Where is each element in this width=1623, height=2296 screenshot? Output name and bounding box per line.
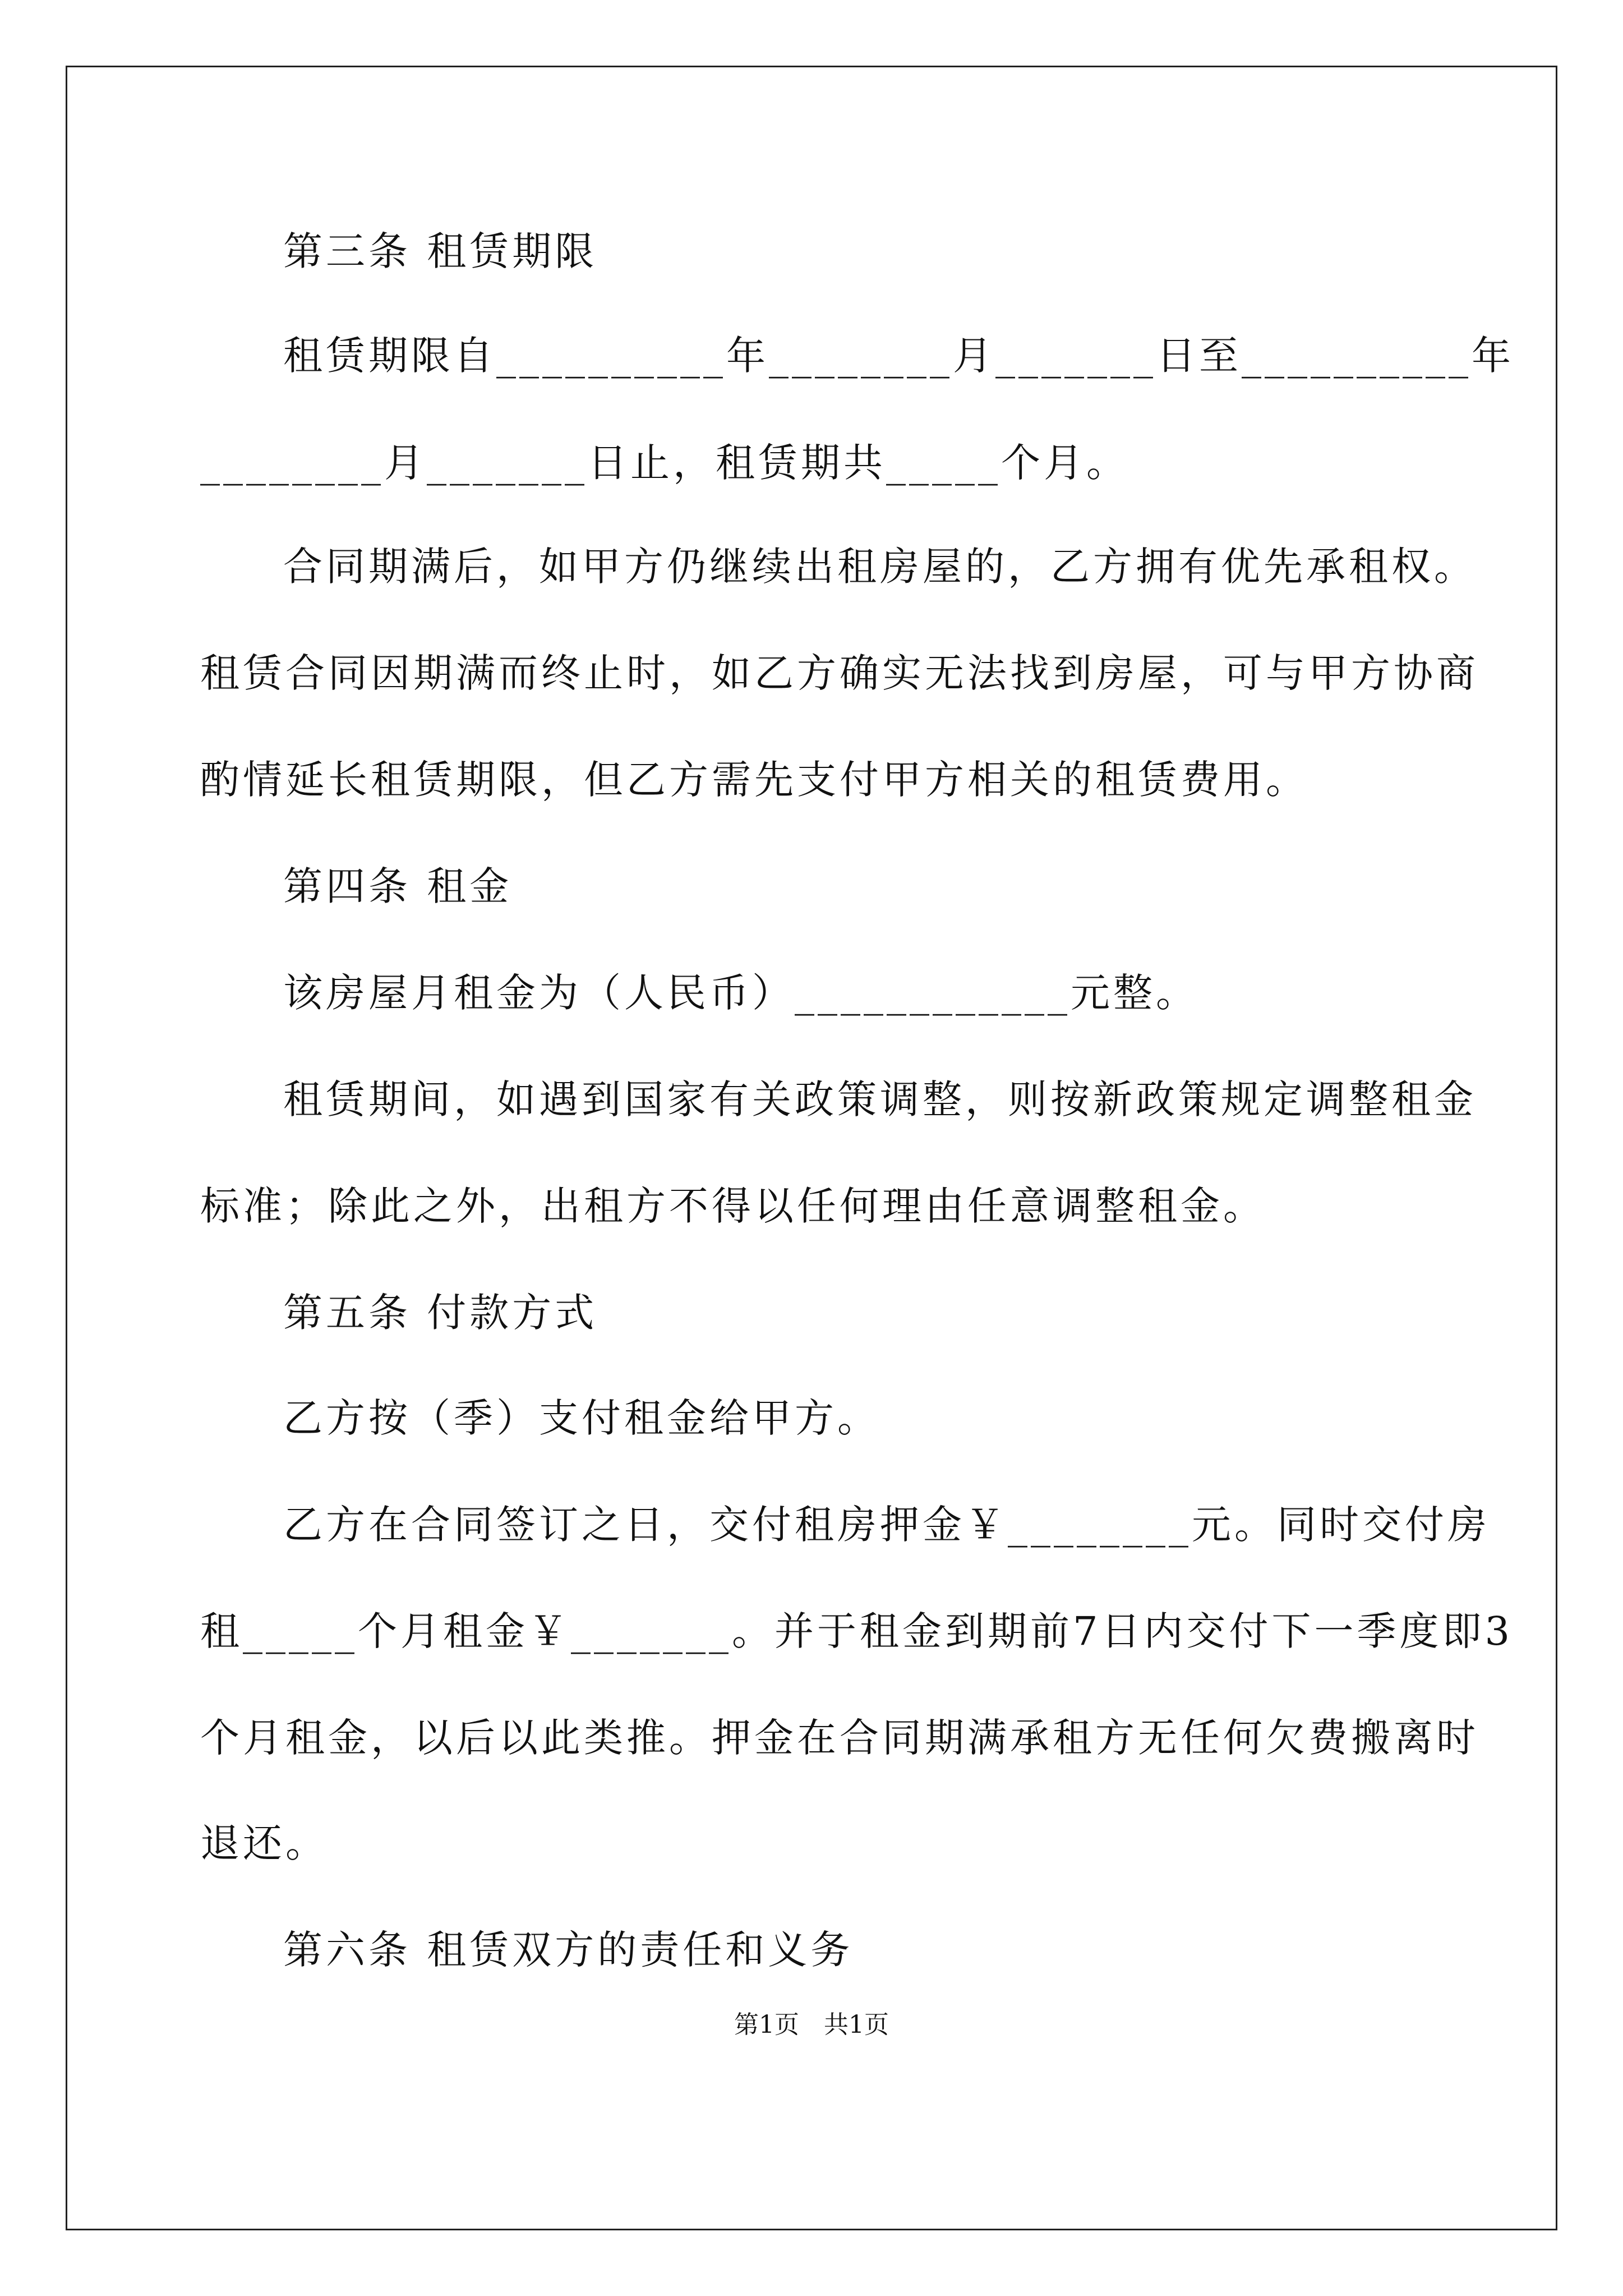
- renewal-paragraph-line-3: 酌情延长租赁期限，但乙方需先支付甲方相关的租赁费用。: [200, 757, 1308, 803]
- deposit-line-3: 个月租金，以后以此类推。押金在合同期满承租方无任何欠费搬离时: [200, 1715, 1479, 1761]
- deposit-line-4: 退还。: [200, 1820, 328, 1866]
- rent-adjust-line-2: 标准；除此之外，出租方不得以任何理由任意调整租金。: [200, 1183, 1266, 1229]
- renewal-paragraph-line-2: 租赁合同因期满而终止时，如乙方确实无法找到房屋，可与甲方协商: [200, 650, 1479, 696]
- deposit-line-1: 乙方在合同签订之日，交付租房押金￥________元。同时交付房: [283, 1502, 1490, 1548]
- lease-term-line-2: ________月_______日止，租赁期共_____个月。: [200, 440, 1129, 486]
- article-5-heading: 第五条 付款方式: [283, 1290, 598, 1336]
- page-number-footer: 第1页 共1页: [734, 2010, 889, 2039]
- payment-quarterly-line: 乙方按（季）支付租金给甲方。: [283, 1395, 880, 1441]
- article-6-heading: 第六条 租赁双方的责任和义务: [283, 1927, 854, 1973]
- deposit-line-2: 租_____个月租金￥_______。并于租金到期前7日内交付下一季度即3: [200, 1608, 1514, 1654]
- renewal-paragraph-line-1: 合同期满后，如甲方仍继续出租房屋的，乙方拥有优先承租权。: [283, 544, 1477, 590]
- rent-adjust-line-1: 租赁期间，如遇到国家有关政策调整，则按新政策规定调整租金: [283, 1076, 1477, 1122]
- article-3-heading: 第三条 租赁期限: [283, 228, 598, 274]
- article-4-heading: 第四条 租金: [283, 863, 513, 909]
- page-border: [66, 66, 1557, 2230]
- lease-term-line-1: 租赁期限自__________年________月_______日至__________年: [283, 333, 1514, 379]
- monthly-rent-line: 该房屋月租金为（人民币）____________元整。: [283, 970, 1198, 1016]
